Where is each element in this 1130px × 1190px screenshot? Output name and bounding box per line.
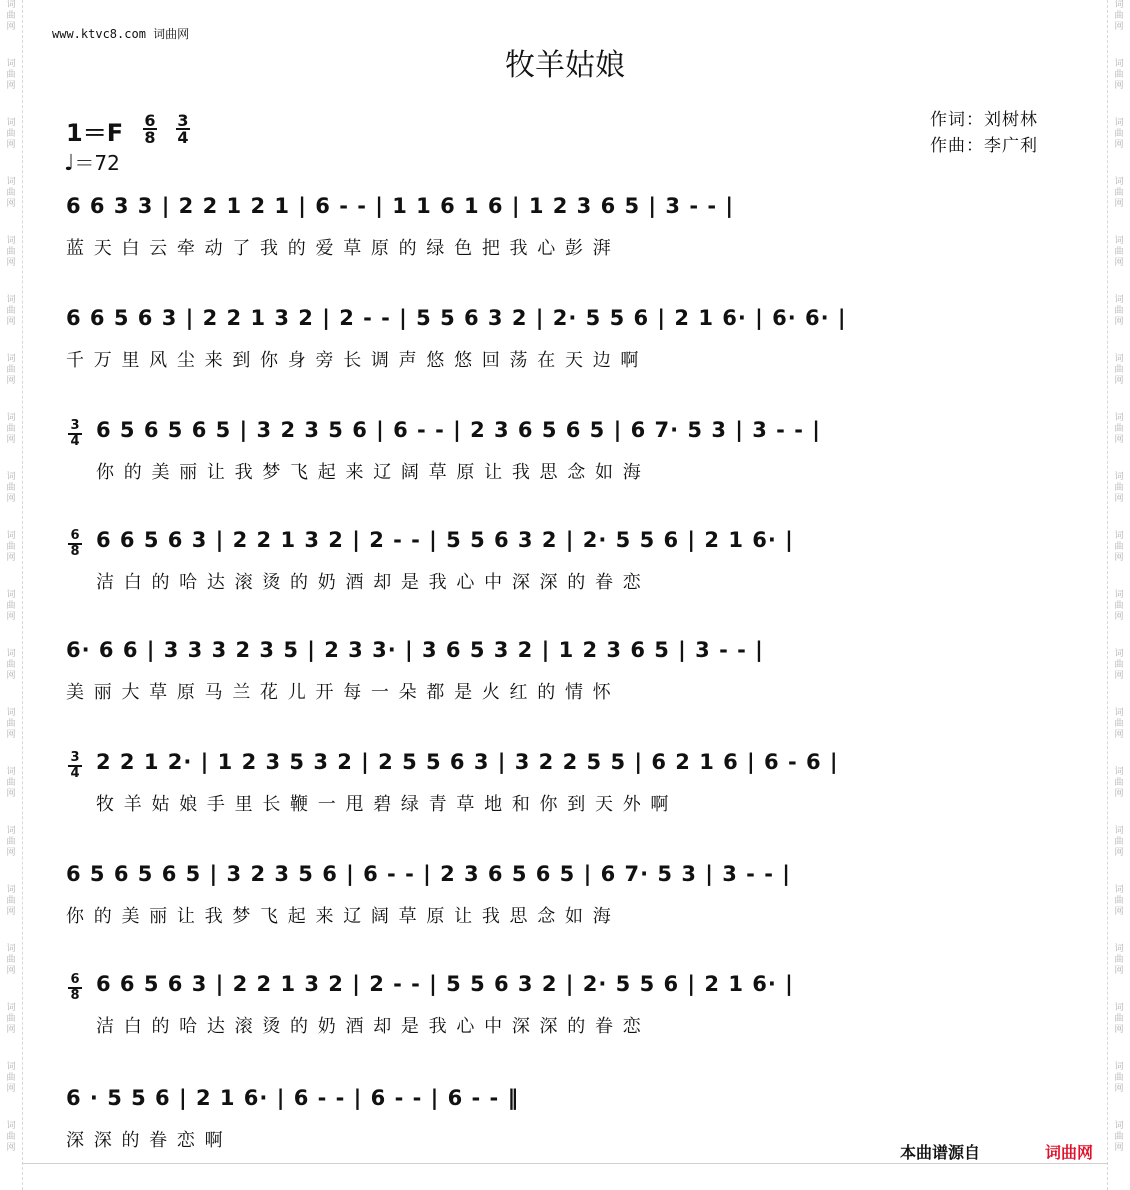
notation-line: 6 6 5 6 3 | 2 2 1 3 2 | 2 - - | 5 5 6 3 2 | 2· 5 5 6 | 2 1 6· | xyxy=(96,972,794,996)
watermark-text: 词 曲 网 xyxy=(6,649,16,681)
source-site-link[interactable]: 词曲网 xyxy=(1045,1143,1094,1162)
watermark-text: 词 曲 网 xyxy=(1114,885,1124,917)
site-url[interactable]: www.ktvc8.com 词曲网 xyxy=(52,27,190,41)
lyrics-line: 深 深 的 眷 恋 啊 xyxy=(66,1130,225,1151)
lyrics-line: 洁 白 的 哈 达 滚 烫 的 奶 酒 却 是 我 心 中 深 深 的 眷 恋 xyxy=(96,1016,643,1037)
time-signature-numerator: 3 xyxy=(68,751,82,767)
time-signature-numerator: 3 xyxy=(68,419,82,435)
watermark-text: 词 曲 网 xyxy=(1114,413,1124,445)
time-signature-denominator: 8 xyxy=(144,128,156,147)
notation-line: 6 6 5 6 3 | 2 2 1 3 2 | 2 - - | 5 5 6 3 2 | 2· 5 5 6 | 2 1 6· | xyxy=(96,528,794,552)
lyrics-line: 你 的 美 丽 让 我 梦 飞 起 来 辽 阔 草 原 让 我 思 念 如 海 xyxy=(96,462,643,483)
watermark-text: 词 曲 网 xyxy=(1114,1062,1124,1094)
watermark-text: 词 曲 网 xyxy=(6,1003,16,1035)
watermark-text: 词 曲 网 xyxy=(6,236,16,268)
tempo-marking xyxy=(64,147,120,176)
watermark-text: 词 曲 网 xyxy=(1114,708,1124,740)
time-signature-change xyxy=(68,529,82,559)
notation-line: 6 5 6 5 6 5 | 3 2 3 5 6 | 6 - - | 2 3 6 5 6 5 | 6 7· 5 3 | 3 - - | xyxy=(66,862,791,886)
watermark-text: 词 曲 网 xyxy=(6,354,16,386)
watermark-text: 词 曲 网 xyxy=(1114,295,1124,327)
watermark-text: 词 曲 网 xyxy=(6,0,16,32)
notation-line: 6· 6 6 | 3 3 3 2 3 5 | 2 3 3· | 3 6 5 3 2 | 1 2 3 6 5 | 3 - - | xyxy=(66,638,764,662)
watermark-text: 词 曲 网 xyxy=(1114,767,1124,799)
tempo-value: ＝72 xyxy=(74,151,120,175)
bottom-rule xyxy=(22,1163,1108,1164)
time-signature-denominator: 8 xyxy=(70,544,80,559)
time-signature-change xyxy=(68,419,82,449)
watermark-text: 词 曲 网 xyxy=(6,885,16,917)
lyrics-line: 美 丽 大 草 原 马 兰 花 儿 开 每 一 朵 都 是 火 红 的 情 怀 xyxy=(66,682,613,703)
notation-line: 6 6 5 6 3 | 2 2 1 3 2 | 2 - - | 5 5 6 3 2 | 2· 5 5 6 | 2 1 6· | 6· 6· | xyxy=(66,306,847,330)
watermark-text: 词 曲 网 xyxy=(6,472,16,504)
watermark-text: 词 曲 网 xyxy=(1114,590,1124,622)
quarter-note-icon: ♩ xyxy=(64,151,75,176)
watermark-text: 词 曲 网 xyxy=(6,59,16,91)
time-signature-change xyxy=(68,751,82,781)
watermark-text: 词 曲 网 xyxy=(6,295,16,327)
watermark-text: 词 曲 网 xyxy=(1114,354,1124,386)
watermark-text: 词 曲 网 xyxy=(6,767,16,799)
composer-credit: 作曲：李广利 xyxy=(930,136,1038,156)
watermark-text: 词 曲 网 xyxy=(1114,177,1124,209)
watermark-text: 词 曲 网 xyxy=(6,826,16,858)
lyrics-line: 你 的 美 丽 让 我 梦 飞 起 来 辽 阔 草 原 让 我 思 念 如 海 xyxy=(66,906,613,927)
watermark-text: 词 曲 网 xyxy=(6,1121,16,1153)
time-signature-denominator: 4 xyxy=(177,128,189,147)
source-label: 本曲谱源自 xyxy=(900,1143,981,1162)
watermark-text: 词 曲 网 xyxy=(6,531,16,563)
key-signature: 1＝F xyxy=(66,119,124,147)
time-signature-change xyxy=(68,973,82,1003)
watermark-text: 词 曲 网 xyxy=(6,413,16,445)
watermark-text: 词 曲 网 xyxy=(6,590,16,622)
lyrics-line: 牧 羊 姑 娘 手 里 长 鞭 一 甩 碧 绿 青 草 地 和 你 到 天 外 啊 xyxy=(96,794,671,815)
watermark-text: 词 曲 网 xyxy=(1114,826,1124,858)
notation-line: 2 2 1 2· | 1 2 3 5 3 2 | 2 5 5 6 3 | 3 2 2 5 5 | 6 2 1 6 | 6 - 6 | xyxy=(96,750,839,774)
watermark-text: 词 曲 网 xyxy=(1114,118,1124,150)
time-signature-3-4 xyxy=(176,113,190,145)
watermark-text: 词 曲 网 xyxy=(1114,472,1124,504)
song-title: 牧羊姑娘 xyxy=(505,48,625,83)
watermark-text: 词 曲 网 xyxy=(6,1062,16,1094)
lyrics-line: 洁 白 的 哈 达 滚 烫 的 奶 酒 却 是 我 心 中 深 深 的 眷 恋 xyxy=(96,572,643,593)
time-signature-denominator: 4 xyxy=(70,766,80,781)
right-watermark-strip xyxy=(1107,0,1130,1190)
watermark-text: 词 曲 网 xyxy=(1114,1003,1124,1035)
watermark-text: 词 曲 网 xyxy=(1114,59,1124,91)
watermark-text: 词 曲 网 xyxy=(1114,236,1124,268)
lyrics-line: 千 万 里 风 尘 来 到 你 身 旁 长 调 声 悠 悠 回 荡 在 天 边 啊 xyxy=(66,350,641,371)
notation-line: 6 6 3 3 | 2 2 1 2 1 | 6 - - | 1 1 6 1 6 | 1 2 3 6 5 | 3 - - | xyxy=(66,194,735,218)
watermark-text: 词 曲 网 xyxy=(6,708,16,740)
watermark-text: 词 曲 网 xyxy=(6,177,16,209)
time-signature-numerator: 6 xyxy=(68,529,82,545)
time-signature-denominator: 4 xyxy=(70,434,80,449)
watermark-text: 词 曲 网 xyxy=(1114,649,1124,681)
watermark-text: 词 曲 网 xyxy=(6,118,16,150)
time-signature-denominator: 8 xyxy=(70,988,80,1003)
time-signature-numerator: 6 xyxy=(68,973,82,989)
notation-line: 6 5 6 5 6 5 | 3 2 3 5 6 | 6 - - | 2 3 6 5 6 5 | 6 7· 5 3 | 3 - - | xyxy=(96,418,821,442)
watermark-text: 词 曲 网 xyxy=(1114,944,1124,976)
time-signature-6-8 xyxy=(143,113,157,145)
watermark-text: 词 曲 网 xyxy=(1114,531,1124,563)
time-signature-numerator: 6 xyxy=(144,111,156,130)
lyrics-line: 蓝 天 白 云 牵 动 了 我 的 爱 草 原 的 绿 色 把 我 心 彭 湃 xyxy=(66,238,613,259)
time-signature-numerator: 3 xyxy=(177,111,189,130)
watermark-text: 词 曲 网 xyxy=(1114,0,1124,32)
notation-line: 6 · 5 5 6 | 2 1 6· | 6 - - | 6 - - | 6 - - ‖ xyxy=(66,1086,520,1110)
lyricist-credit: 作词：刘树林 xyxy=(930,110,1038,130)
watermark-text: 词 曲 网 xyxy=(6,944,16,976)
watermark-text: 词 曲 网 xyxy=(1114,1121,1124,1153)
left-watermark-strip xyxy=(0,0,23,1190)
